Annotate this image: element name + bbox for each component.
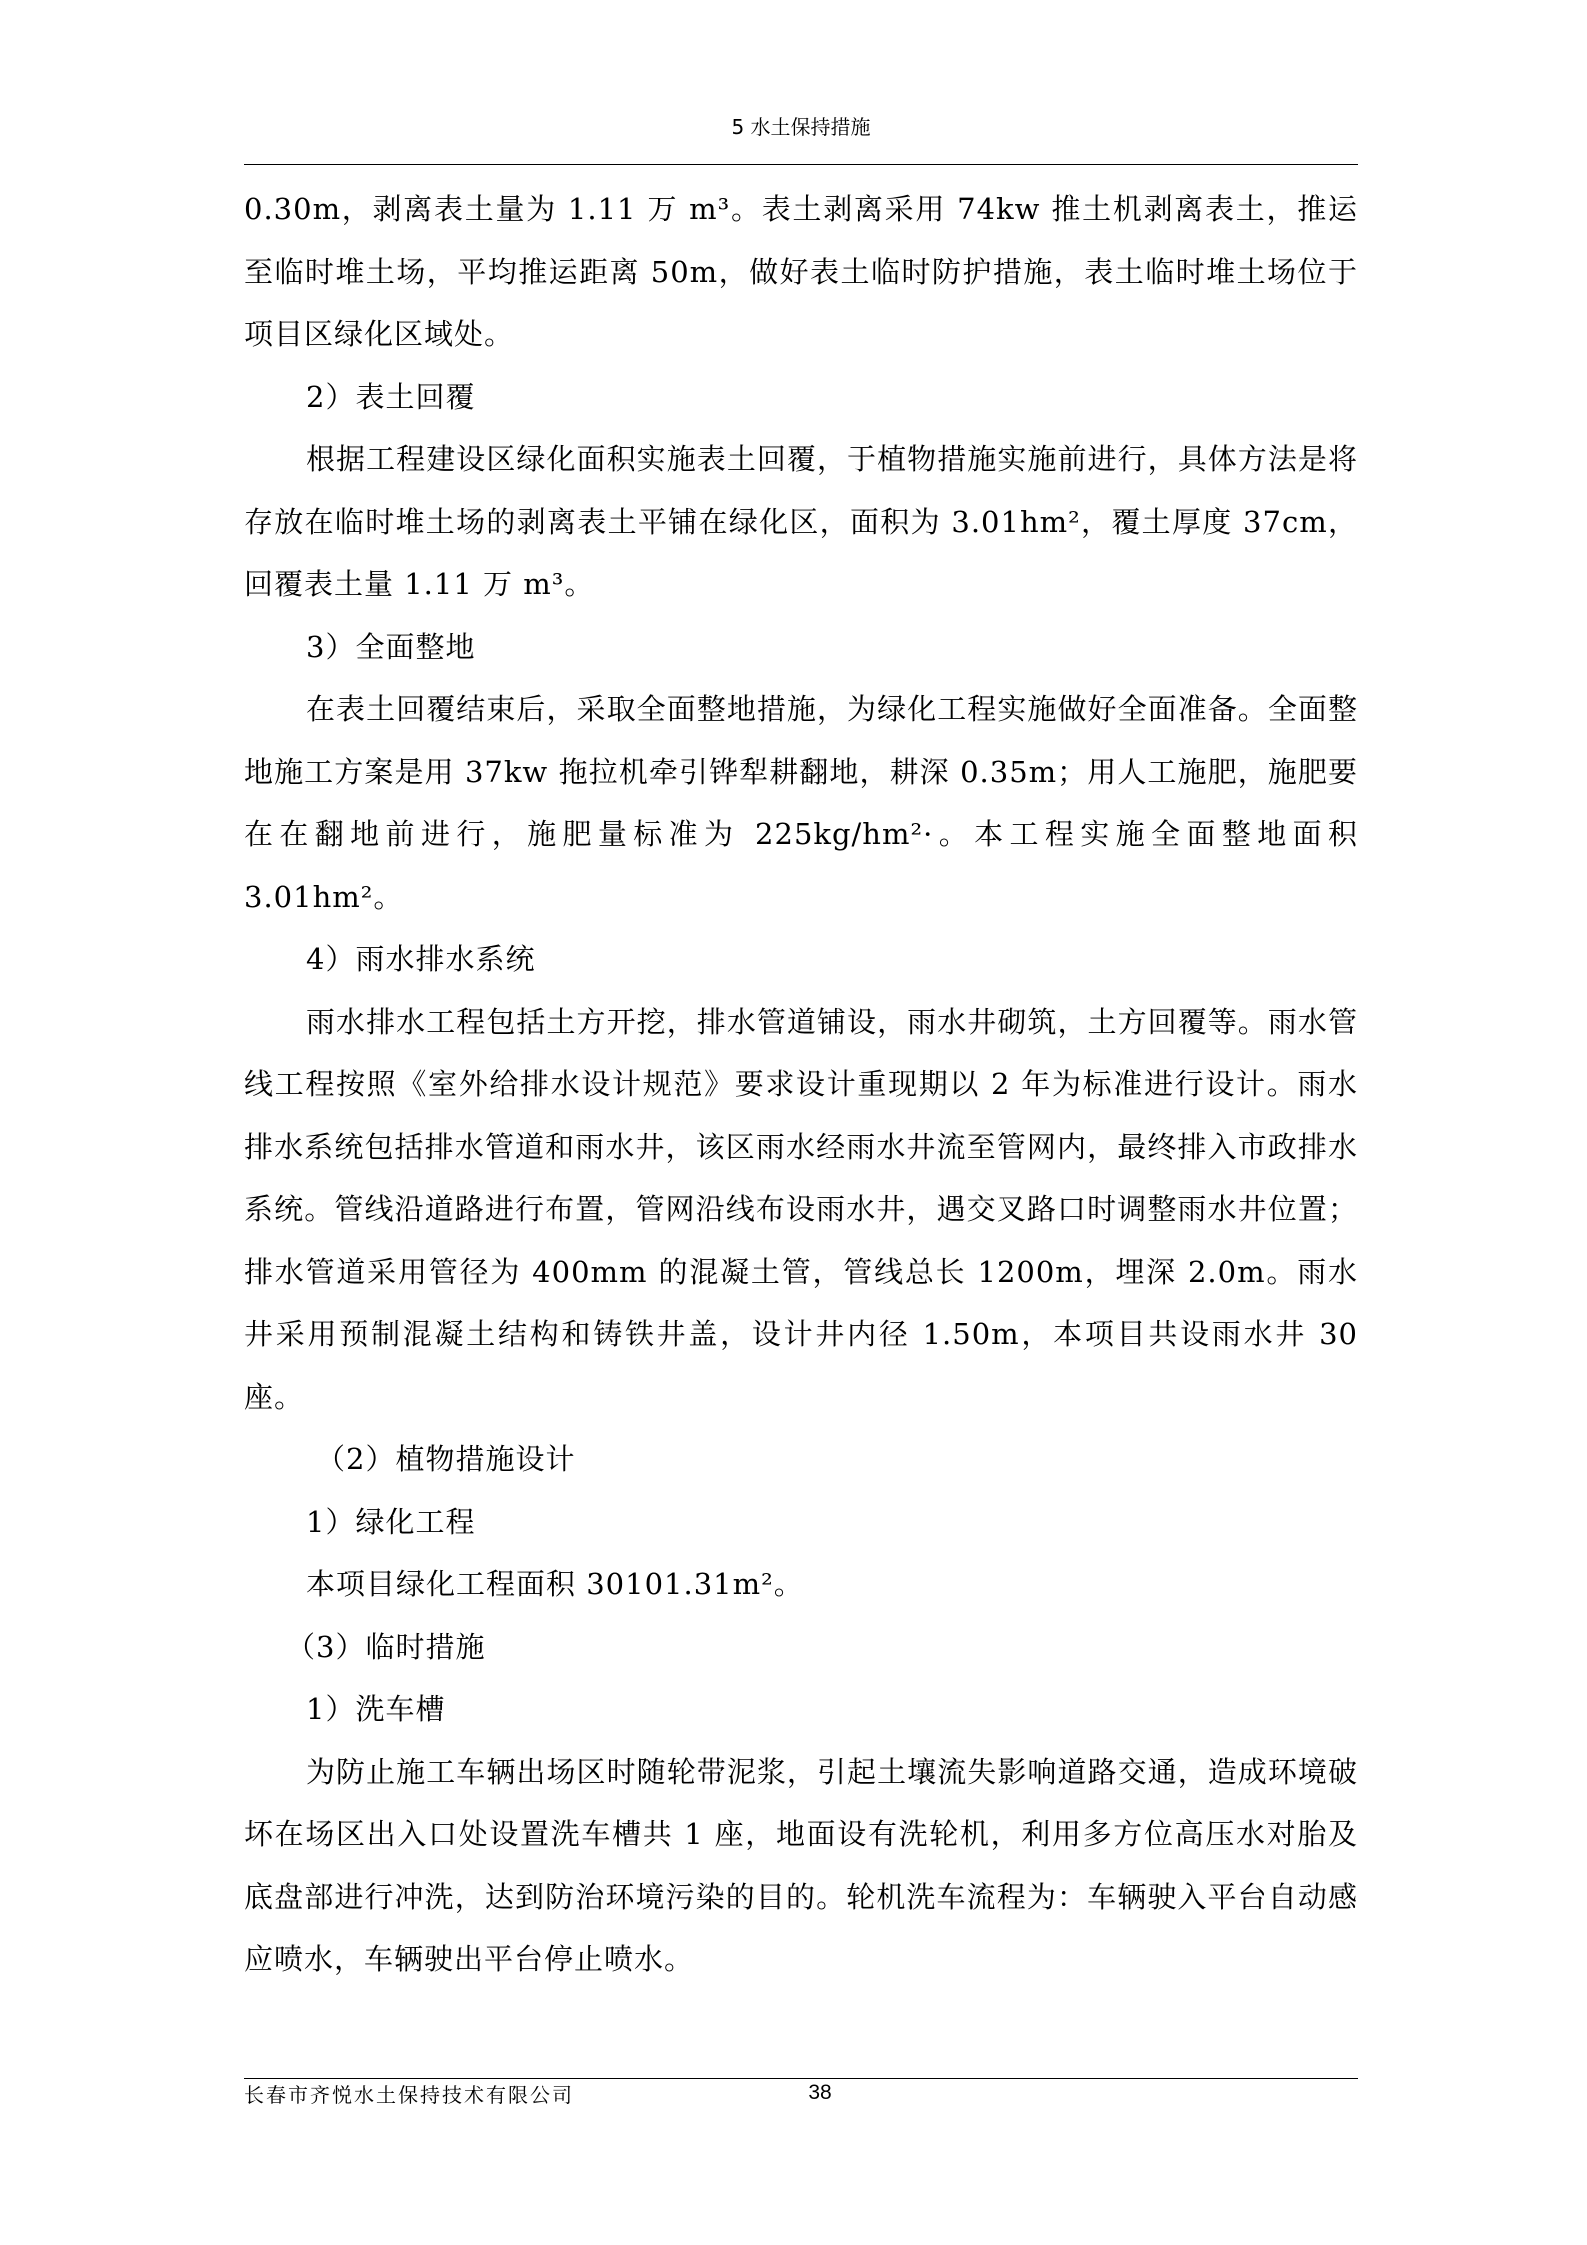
heading-greening: 1）绿化工程 (306, 1504, 476, 1539)
heading-plant-measures: （2）植物措施设计 (316, 1442, 576, 1476)
paragraph-land-leveling: 在表土回覆结束后，采取全面整地措施，为绿化工程实施做好全面准备。全面整地施工方案是用 37kw 拖拉机牵引铧犁耕翻地，耕深 0.35m；用人工施肥，施肥要在在翻地前进行，施肥量标准为 225kg/hm²·。本工程实施全面整地面积 3.01hm²。 (244, 692, 1358, 914)
heading-land-leveling: 3）全面整地 (306, 629, 476, 664)
paragraph-rainwater-drainage: 雨水排水工程包括土方开挖，排水管道铺设，雨水井砌筑，土方回覆等。雨水管线工程按照《室外给排水设计规范》要求设计重现期以 2 年为标准进行设计。雨水排水系统包括排水管道和雨水井，该区雨水经雨水井流至管网内，最终排入市政排水系统。管线沿道路进行布置，管网沿线布设雨水井，遇交叉路口时调整雨水井位置；排水管道采用管径为 400mm 的混凝土管，管线总长 1200m，埋深 2.0m。雨水井采用预制混凝土结构和铸铁井盖，设计井内径 1.50m，本项目共设雨水井 30 座。 (244, 1004, 1358, 1414)
paragraph-greening: 本项目绿化工程面积 30101.31m²。 (306, 1567, 804, 1601)
footer-company-name: 长春市齐悦水土保持技术有限公司 (244, 2083, 574, 2107)
document-body (244, 178, 1358, 1991)
page-number: 38 (808, 2081, 832, 2104)
heading-temporary-measures: （3）临时措施 (286, 1629, 486, 1664)
heading-car-wash: 1）洗车槽 (306, 1692, 446, 1726)
paragraph-car-wash: 为防止施工车辆出场区时随轮带泥浆，引起土壤流失影响道路交通，造成环境破坏在场区出入口处设置洗车槽共 1 座，地面设有洗轮机，利用多方位高压水对胎及底盘部进行冲洗，达到防治环境污染的目的。轮机洗车流程为：车辆驶入平台自动感应喷水，车辆驶出平台停止喷水。 (244, 1754, 1358, 1976)
heading-topsoil-cover: 2）表土回覆 (306, 379, 476, 414)
page-header (244, 112, 1358, 165)
paragraph-topsoil-cover: 根据工程建设区绿化面积实施表土回覆，于植物措施实施前进行，具体方法是将存放在临时堆土场的剥离表土平铺在绿化区，面积为 3.01hm²，覆土厚度 37cm，回覆表土量 1.11 万 m³。 (244, 442, 1358, 601)
header-title: 5 水土保持措施 (731, 115, 871, 139)
paragraph-topsoil-stripping: 0.30m，剥离表土量为 1.11 万 m³。表土剥离采用 74kw 推土机剥离表土，推运至临时堆土场，平均推运距离 50m，做好表土临时防护措施，表土临时堆土场位于项目区绿化区域处。 (244, 192, 1358, 351)
heading-rainwater-drainage: 4）雨水排水系统 (306, 942, 536, 976)
